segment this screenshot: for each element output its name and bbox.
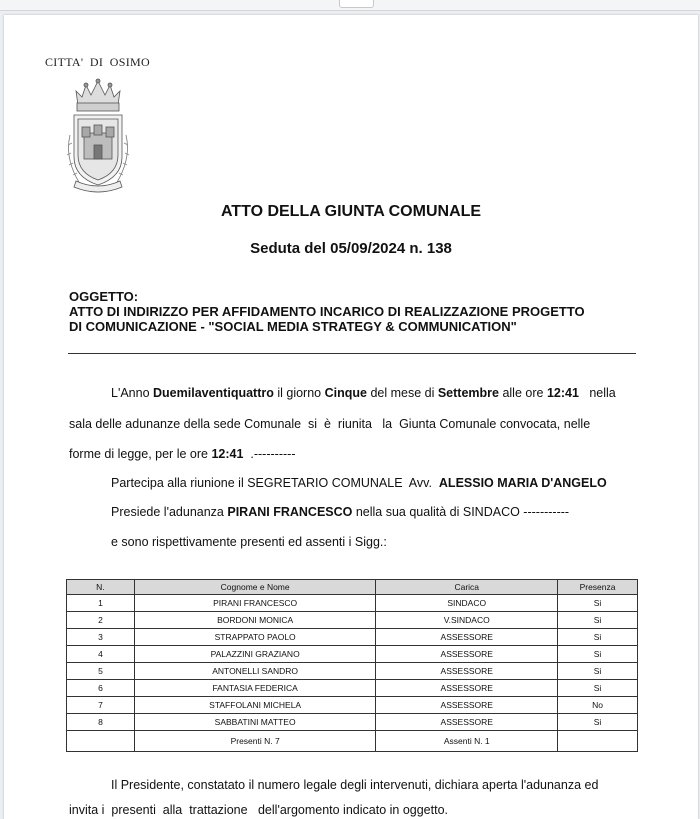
cell-number: 7 [67, 697, 135, 714]
cell-presence: Si [558, 646, 638, 663]
cell-presence: Si [558, 714, 638, 731]
subject-line-2: DI COMUNICAZIONE - "SOCIAL MEDIA STRATEGY & COMMUNICATION" [69, 319, 517, 334]
cell-role: ASSESSORE [376, 646, 558, 663]
subject-line-1: ATTO DI INDIRIZZO PER AFFIDAMENTO INCARICO DI REALIZZAZIONE PROGETTO [69, 304, 585, 319]
totals-row [67, 731, 638, 752]
cell-name: BORDONI MONICA [134, 612, 376, 629]
cell-presence: Si [558, 612, 638, 629]
cell-number: 8 [67, 714, 135, 731]
cell-role: V.SINDACO [376, 612, 558, 629]
paragraph-venue: sala delle adunanze della sede Comunale si è riunita la Giunta Comunale convocata, nelle [69, 417, 591, 431]
cell-name: STRAPPATO PAOLO [134, 629, 376, 646]
osimo-crest-logo [62, 75, 134, 201]
cell-number: 4 [67, 646, 135, 663]
paragraph-opening: Il Presidente, constatato il numero legale degli intervenuti, dichiara aperta l'adunanza ed [111, 778, 599, 792]
cell-empty [558, 731, 638, 752]
paragraph-attendance-intro: e sono rispettivamente presenti ed assenti i Sigg.: [111, 535, 387, 549]
cell-number: 3 [67, 629, 135, 646]
cell-name: STAFFOLANI MICHELA [134, 697, 376, 714]
paragraph-secretary: Partecipa alla riunione il SEGRETARIO COMUNALE Avv. ALESSIO MARIA D'ANGELO [111, 476, 607, 490]
cell-name: PIRANI FRANCESCO [134, 595, 376, 612]
session-info: Seduta del 05/09/2024 n. 138 [250, 240, 452, 257]
absent-total: Assenti N. 1 [376, 731, 558, 752]
cell-name: FANTASIA FEDERICA [134, 680, 376, 697]
header-number: N. [67, 580, 135, 595]
subject-block [69, 289, 649, 334]
cell-role: ASSESSORE [376, 697, 558, 714]
city-header: CITTA' DI OSIMO [45, 55, 150, 69]
cell-name: PALAZZINI GRAZIANO [134, 646, 376, 663]
table-row [67, 663, 638, 680]
table-row [67, 595, 638, 612]
table-header-row [67, 580, 638, 595]
cell-number: 5 [67, 663, 135, 680]
paragraph-convocation: forme di legge, per le ore 12:41 .---------- [69, 447, 296, 461]
cell-name: SABBATINI MATTEO [134, 714, 376, 731]
cell-number: 1 [67, 595, 135, 612]
table-row [67, 680, 638, 697]
viewer-toolbar [0, 0, 700, 11]
paragraph-president: Presiede l'adunanza PIRANI FRANCESCO nella sua qualità di SINDACO ----------- [111, 505, 570, 519]
header-role: Carica [376, 580, 558, 595]
table-row [67, 629, 638, 646]
cell-presence: Si [558, 680, 638, 697]
table-row [67, 646, 638, 663]
cell-number: 2 [67, 612, 135, 629]
document-title: ATTO DELLA GIUNTA COMUNALE [220, 203, 482, 220]
attendance-table [66, 579, 638, 752]
cell-role: ASSESSORE [376, 714, 558, 731]
paragraph-date: L'Anno Duemilaventiquattro il giorno Cinque del mese di Settembre alle ore 12:41 nella [111, 386, 616, 400]
cell-role: ASSESSORE [376, 663, 558, 680]
subject-label: OGGETTO: [69, 289, 139, 304]
present-total: Presenti N. 7 [134, 731, 376, 752]
header-presence: Presenza [558, 580, 638, 595]
cell-presence: Si [558, 663, 638, 680]
table-row [67, 697, 638, 714]
divider [68, 353, 636, 354]
cell-presence: Si [558, 629, 638, 646]
table-row [67, 612, 638, 629]
paragraph-agenda: invita i presenti alla trattazione dell'argomento indicato in oggetto. [69, 803, 448, 817]
cell-presence: Si [558, 595, 638, 612]
header-name: Cognome e Nome [134, 580, 376, 595]
table-row [67, 714, 638, 731]
cell-presence: No [558, 697, 638, 714]
cell-number: 6 [67, 680, 135, 697]
document-page [4, 15, 698, 819]
cell-role: SINDACO [376, 595, 558, 612]
cell-name: ANTONELLI SANDRO [134, 663, 376, 680]
cell-empty [67, 731, 135, 752]
cell-role: ASSESSORE [376, 680, 558, 697]
cell-role: ASSESSORE [376, 629, 558, 646]
toolbar-handle[interactable] [339, 0, 374, 8]
